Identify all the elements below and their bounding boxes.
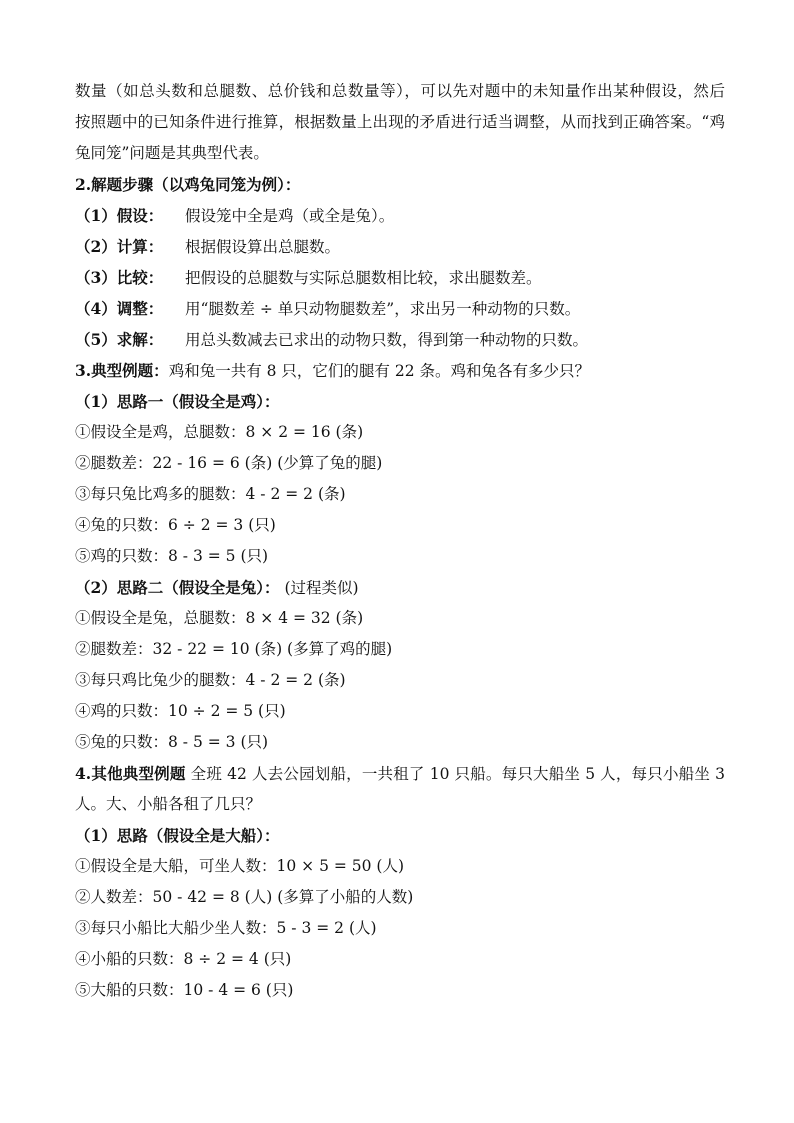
section-4-question-line-2: 人。大、小船各租了几只？ [75,795,262,813]
list-item: ③每只鸡比兔少的腿数：4 - 2 = 2 (条) [75,671,346,689]
section-3-heading: 3.典型例题： [75,361,169,380]
section-4-heading: 4.其他典型例题 [75,764,186,783]
idea-1-steps [75,417,725,572]
list-item: ①假设全是鸡，总腿数：8 × 2 = 16 (条) [75,423,364,441]
section-3-question: 鸡和兔一共有 8 只，它们的腿有 22 条。鸡和兔各有多少只？ [168,362,590,380]
list-item: ①假设全是兔，总腿数：8 × 4 = 32 (条) [75,609,364,627]
list-item: ⑤大船的只数：10 - 4 = 6 (只) [75,981,294,999]
section-2-heading: 2.解题步骤（以鸡兔同笼为例）： [75,175,301,194]
intro-line-1: 数量（如总头数和总腿数、总价钱和总数量等），可以先对题中的未知量作出某种假设，然后 [75,82,725,100]
step-text: 假设笼中全是鸡（或全是兔）。 [185,207,395,225]
step-item [75,231,725,262]
list-item: ④小船的只数：8 ÷ 2 = 4 (只) [75,950,292,968]
steps-list [75,200,725,355]
step-label: （2）计算： [75,237,164,256]
step-label: （5）求解： [75,330,164,349]
idea-2-title-line [75,572,725,603]
list-item: ④鸡的只数：10 ÷ 2 = 5 (只) [75,702,286,720]
step-label: （3）比较： [75,268,164,287]
intro-line-3: 兔同笼”问题是其典型代表。 [75,144,269,162]
section-4-idea-steps [75,851,725,1006]
step-text: 根据假设算出总腿数。 [185,238,341,256]
step-item [75,200,725,231]
step-item [75,262,725,293]
intro-paragraph [75,76,725,169]
list-item: ②人数差：50 - 42 = 8 (人) (多算了小船的人数) [75,888,414,906]
list-item: ⑤兔的只数：8 - 5 = 3 (只) [75,733,269,751]
intro-line-2: 按照题中的已知条件进行推算，根据数量上出现的矛盾进行适当调整，从而找到正确答案。“鸡 [75,113,725,131]
list-item: ①假设全是大船，可坐人数：10 × 5 = 50 (人) [75,857,405,875]
section-4-question-line-1: 全班 42 人去公园划船，一共租了 10 只船。每只大船坐 5 人，每只小船坐 3 [190,765,725,783]
step-text: 用总头数减去已求出的动物只数，得到第一种动物的只数。 [185,331,589,349]
list-item: ②腿数差：22 - 16 = 6 (条) (少算了兔的腿) [75,454,383,472]
step-label: （1）假设： [75,206,164,225]
list-item: ⑤鸡的只数：8 - 3 = 5 (只) [75,547,269,565]
idea-2-note: (过程类似) [284,579,359,597]
section-3-heading-line [75,355,725,386]
step-text: 把假设的总腿数与实际总腿数相比较，求出腿数差。 [185,269,542,287]
section-4-idea-title: （1）思路（假设全是大船）： [75,826,280,845]
list-item: ②腿数差：32 - 22 = 10 (条) (多算了鸡的腿) [75,640,393,658]
step-item [75,293,725,324]
list-item: ③每只兔比鸡多的腿数：4 - 2 = 2 (条) [75,485,346,503]
step-text: 用“腿数差 ÷ 单只动物腿数差”，求出另一种动物的只数。 [185,300,581,318]
list-item: ③每只小船比大船少坐人数：5 - 3 = 2 (人) [75,919,377,937]
idea-2-title: （2）思路二（假设全是兔）： [75,578,280,597]
step-item [75,324,725,355]
idea-1-title: （1）思路一（假设全是鸡）： [75,392,280,411]
idea-2-steps [75,603,725,758]
document-page [75,76,725,1006]
section-4-heading-line [75,758,725,789]
list-item: ④兔的只数：6 ÷ 2 = 3 (只) [75,516,276,534]
step-label: （4）调整： [75,299,164,318]
